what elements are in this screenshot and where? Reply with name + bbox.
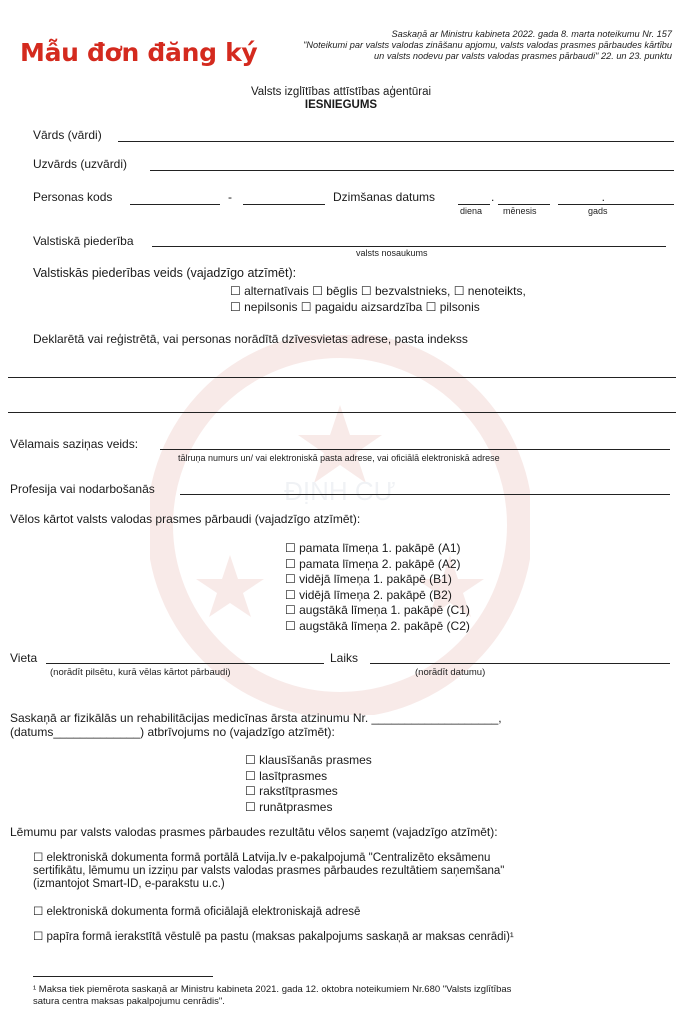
birth-day-field[interactable]: [458, 204, 490, 205]
footnote-line: satura centra maksas pakalpojumu cenrādis".: [33, 996, 225, 1007]
contact-hint: tālruņa numurs un/ vai elektroniskā pasta adrese, vai oficiālā elektroniskā adrese: [178, 453, 500, 463]
contact-label: Vēlamais saziņas veids:: [10, 437, 139, 451]
exemption-options: [245, 753, 372, 815]
birth-month-field[interactable]: [498, 204, 550, 205]
personal-code-field-2[interactable]: [243, 204, 325, 205]
result-option-portal-line: ☐ elektroniskā dokumenta formā portālā Latvija.lv e-pakalpojumā "Centralizēto eksāmenu: [33, 852, 491, 864]
result-option-portal-line: sertifikātu, lēmumu un izziņu par valsts valodas prasmes pārbaudes rezultātiem saņemšana": [33, 865, 505, 877]
contact-field[interactable]: [160, 449, 670, 450]
personal-code-dash: -: [228, 190, 232, 204]
address-field-2[interactable]: [8, 412, 676, 413]
address-label: Deklarētā vai reģistrētā, vai personas norādītā dzīvesvietas adrese, pasta indekss: [33, 332, 468, 346]
level-option-a2[interactable]: ☐ pamata līmeņa 2. pakāpē (A2): [285, 556, 461, 571]
citizenship-options-row2[interactable]: ☐ nepilsonis ☐ pagaidu aizsardzība ☐ pilsonis: [230, 300, 480, 314]
exemption-reading[interactable]: ☐ lasītprasmes: [245, 768, 328, 783]
footnote-line: ¹ Maksa tiek piemērota saskaņā ar Ministru kabineta 2021. gada 12. oktobra noteikumiem Nr.680 "Valsts izglītības: [33, 984, 512, 995]
exam-request-label: Vēlos kārtot valsts valodas prasmes pārbaudi (vajadzīgo atzīmēt):: [10, 512, 361, 526]
first-name-label: Vārds (vārdi): [33, 128, 102, 142]
last-name-field[interactable]: [150, 170, 674, 171]
footnote: [33, 984, 511, 1008]
place-hint: (norādīt pilsētu, kurā vēlas kārtot pārbaudi): [50, 667, 231, 678]
year-hint: gads: [588, 206, 608, 216]
profession-field[interactable]: [180, 494, 670, 495]
exemption-writing[interactable]: ☐ rakstītprasmes: [245, 784, 338, 798]
citizenship-label: Valstiskā piederība: [33, 234, 134, 248]
profession-label: Profesija vai nodarbošanās: [10, 482, 155, 496]
exemption-line2: (datums_____________) atbrīvojums no (vajadzīgo atzīmēt):: [10, 725, 335, 739]
level-option-a1[interactable]: ☐ pamata līmeņa 1. pakāpē (A1): [285, 541, 461, 555]
address-field-1[interactable]: [8, 377, 676, 378]
citizenship-field[interactable]: [152, 246, 666, 247]
level-options: [285, 541, 470, 634]
level-option-b1[interactable]: ☐ vidējā līmeņa 1. pakāpē (B1): [285, 572, 452, 586]
doc-title: IESNIEGUMS: [304, 99, 378, 111]
watermark-text: ĐỊNH CƯ: [284, 476, 396, 506]
birth-date-label: Dzimšanas datums: [333, 190, 436, 204]
place-label: Vieta: [10, 651, 38, 665]
day-hint: diena: [460, 206, 483, 216]
last-name-label: Uzvārds (uzvārdi): [33, 157, 128, 171]
level-option-c1[interactable]: ☐ augstākā līmeņa 1. pakāpē (C1): [285, 603, 470, 617]
overlay-title: Mẫu đơn đăng ký: [20, 38, 258, 67]
result-option-post[interactable]: ☐ papīra formā ierakstītā vēstulē pa pastu (maksas pakalpojums saskaņā ar maksas cenrādi)¹: [33, 931, 514, 943]
month-hint: mēnesis: [503, 206, 537, 216]
time-field[interactable]: [370, 663, 670, 664]
birth-year-field[interactable]: [558, 204, 674, 205]
footnote-divider: [33, 976, 213, 977]
regulation-line: "Noteikumi par valsts valodas zināšanu apjomu, valsts valodas prasmes pārbaudes kārtību: [303, 40, 672, 50]
exemption-listening[interactable]: ☐ klausīšanās prasmes: [245, 753, 372, 767]
time-hint: (norādīt datumu): [415, 667, 486, 678]
result-option-portal[interactable]: [33, 852, 504, 891]
result-heading: Lēmumu par valsts valodas prasmes pārbaudes rezultātu vēlos saņemt (vajadzīgo atzīmēt):: [10, 825, 498, 839]
first-name-field[interactable]: [118, 141, 674, 142]
exemption-line1: Saskaņā ar fizikālās un rehabilitācijas medicīnas ārsta atzinumu Nr. ___________________,: [10, 711, 502, 725]
result-option-portal-line: (izmantojot Smart-ID, e-parakstu u.c.): [33, 878, 225, 890]
level-option-c2[interactable]: ☐ augstākā līmeņa 2. pakāpē (C2): [285, 618, 470, 633]
regulation-reference: [202, 29, 672, 62]
exemption-speaking[interactable]: ☐ runātprasmes: [245, 799, 333, 814]
time-label: Laiks: [330, 651, 359, 665]
regulation-line: un valsts nodevu par valsts valodas prasmes pārbaudi" 22. un 23. punktu: [374, 51, 672, 61]
level-option-b2[interactable]: ☐ vidējā līmeņa 2. pakāpē (B2): [285, 587, 452, 602]
place-field[interactable]: [46, 663, 324, 664]
citizenship-options-row1[interactable]: ☐ alternatīvais ☐ bēglis ☐ bezvalstnieks, ☐ nenoteikts,: [230, 284, 526, 298]
result-option-eaddress[interactable]: ☐ elektroniskā dokumenta formā oficiālajā elektroniskajā adresē: [33, 906, 361, 918]
citizenship-type-label: Valstiskās piederības veids (vajadzīgo atzīmēt):: [33, 266, 297, 280]
personal-code-field-1[interactable]: [130, 204, 220, 205]
country-name-hint: valsts nosaukums: [356, 248, 428, 258]
personal-code-label: Personas kods: [33, 190, 113, 204]
addressee: Valsts izglītības attīstības aģentūrai: [250, 86, 432, 98]
regulation-line: Saskaņā ar Ministru kabineta 2022. gada 8. marta noteikumu Nr. 157: [391, 29, 672, 39]
birth-date-dots: . .: [491, 190, 658, 204]
